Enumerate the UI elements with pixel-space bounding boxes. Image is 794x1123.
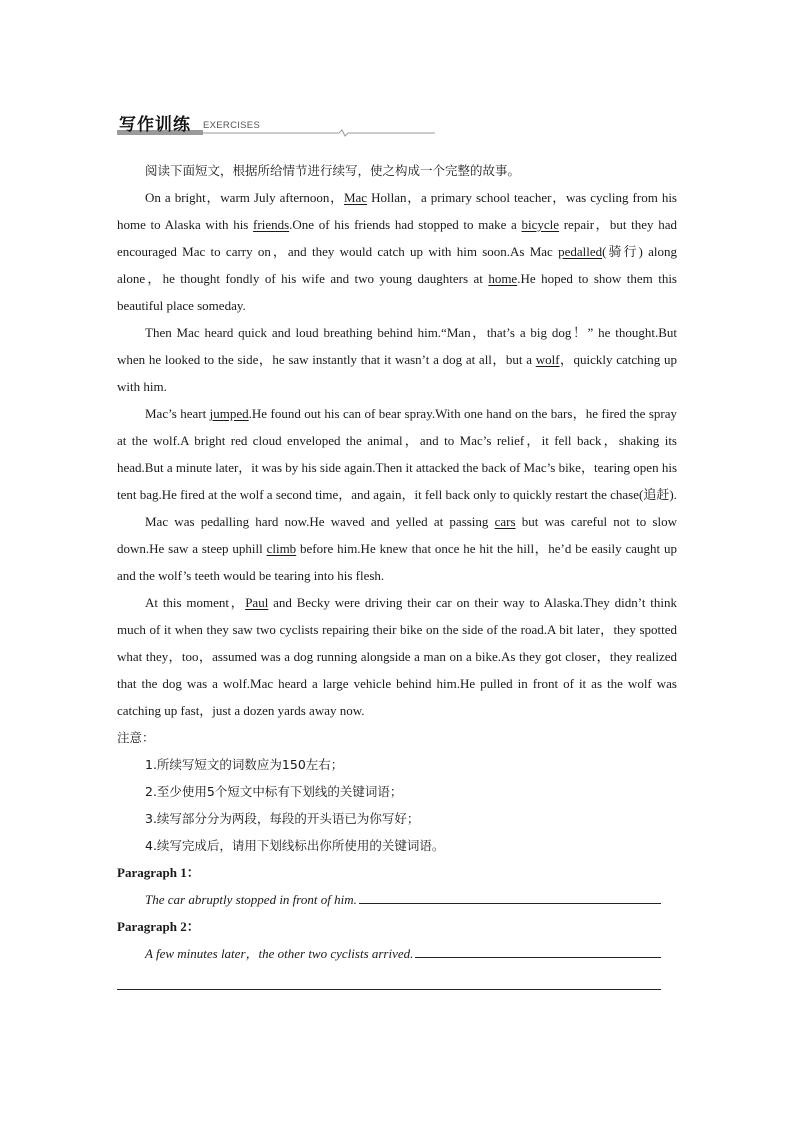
keyword: home — [488, 271, 518, 286]
keyword: Mac — [343, 190, 368, 205]
story-paragraph-2: Then Mac heard quick and loud breathing behind him.“Man，that’s a big dog！” he thought.But when he looked to the side，he saw instantly that it wasn’t a dog at all，but a wolf，quickly catching up with him. — [117, 325, 677, 394]
keyword: jumped — [209, 406, 249, 421]
paragraph-2-starter: A few minutes later，the other two cyclists arrived. — [145, 946, 414, 961]
section-subtitle: EXERCISES — [203, 120, 261, 131]
paragraph-1-label: Paragraph 1： — [117, 865, 200, 880]
paragraph-2-label: Paragraph 2： — [117, 919, 200, 934]
keyword: Paul — [245, 595, 269, 610]
note-item: 3.续写部分分为两段，每段的开头语已为你写好； — [145, 811, 420, 826]
keyword: climb — [266, 541, 297, 556]
answer-line[interactable] — [359, 887, 661, 904]
paragraph-1-writing-line — [117, 886, 677, 913]
story-paragraph-4: Mac was pedalling hard now.He waved and yelled at passing cars but was careful not to slow down.He saw a steep uphill climb before him.He knew that once he hit the hill，he’d be easily caught up and the wolf’s teeth would be tearing into his flesh. — [117, 514, 677, 583]
paragraph-1-starter: The car abruptly stopped in front of him. — [145, 892, 357, 907]
paragraph-2-writing-line — [117, 940, 677, 967]
keyword: friends — [253, 217, 290, 232]
notes-label: 注意： — [117, 730, 155, 745]
story-paragraph-1: On a bright，warm July afternoon，Mac Hollan，a primary school teacher，was cycling from his home to Alaska with his friends.One of his friends had stopped to make a bicycle repair，but they had encouraged Mac to carry on，and they would catch up with him soon.As Mac pedalled(骑行) along alone，he thought fondly of his wife and two young daughters at home.He hoped to show them this beautiful place someday. — [117, 190, 677, 313]
answer-line[interactable] — [117, 967, 661, 990]
section-title: 写作训练 — [119, 115, 191, 135]
story-paragraph-5: At this moment，Paul and Becky were driving their car on their way to Alaska.They didn’t think much of it when they saw two cyclists repairing their bike on the side of the road.A bit later，they spotted what they，too，assumed was a dog running alongside a man on a bike.As they got closer，they realized that the dog was a wolf.Mac heard a large vehicle behind him.He pulled in front of it as the wolf was catching up fast，just a dozen yards away now. — [117, 595, 677, 718]
document-body — [117, 157, 677, 990]
keyword: wolf — [535, 352, 560, 367]
keyword: cars — [494, 514, 516, 529]
keyword: bicycle — [521, 217, 560, 232]
keyword: pedalled — [558, 244, 603, 259]
answer-line[interactable] — [415, 941, 661, 958]
section-header — [117, 110, 435, 140]
note-item: 1.所续写短文的词数应为150左右； — [145, 757, 344, 772]
note-item: 2.至少使用5个短文中标有下划线的关键词语； — [145, 784, 403, 799]
story-paragraph-3: Mac’s heart jumped.He found out his can of bear spray.With one hand on the bars，he fired the spray at the wolf.A bright red cloud enveloped the animal，and to Mac’s relief，it fell back，shaking its head.But a minute later，it was by his side again.Then it attacked the back of Mac’s bike，tearing open his tent bag.He fired at the wolf a second time，and again，it fell back only to quickly restart the chase(追赶). — [117, 406, 677, 502]
note-item: 4.续写完成后，请用下划线标出你所使用的关键词语。 — [145, 838, 445, 853]
instruction-text: 阅读下面短文，根据所给情节进行续写，使之构成一个完整的故事。 — [145, 163, 521, 178]
